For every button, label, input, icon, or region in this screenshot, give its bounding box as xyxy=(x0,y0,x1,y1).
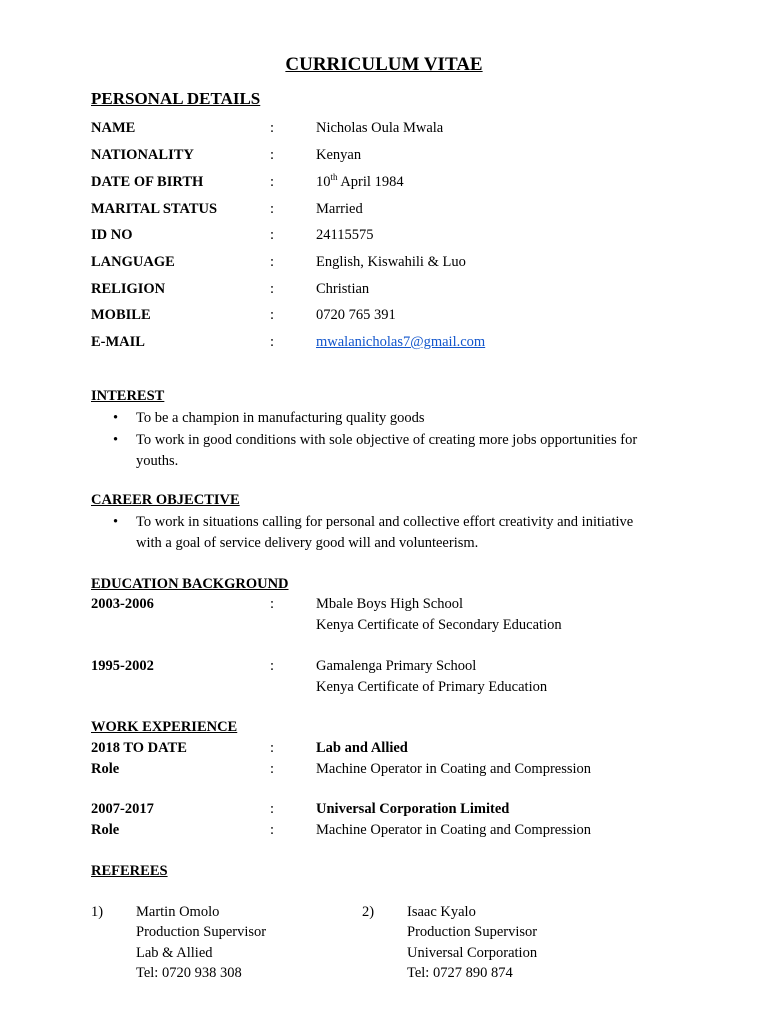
career-item-continuation: with a goal of service delivery good will and volunteerism. xyxy=(136,535,479,551)
email-colon: : xyxy=(270,334,275,350)
interest-item: To be a champion in manufacturing quality goods xyxy=(136,410,425,426)
work-employer: Lab and Allied xyxy=(316,740,408,756)
nationality-value: Kenyan xyxy=(316,147,362,163)
referee-name: Isaac Kyalo xyxy=(407,904,476,920)
referee-company: Universal Corporation xyxy=(407,945,538,961)
dob-value xyxy=(316,174,404,191)
education-school: Gamalenga Primary School xyxy=(316,658,477,674)
id-label: ID NO xyxy=(91,227,133,243)
dob-ordinal: th xyxy=(330,172,338,183)
career-item: To work in situations calling for personal and collective effort creativity and initiative xyxy=(136,514,634,530)
mobile-colon: : xyxy=(270,307,275,323)
email-link[interactable]: mwalanicholas7@gmail.com xyxy=(316,334,486,350)
education-colon: : xyxy=(270,658,275,674)
nationality-colon: : xyxy=(270,147,275,163)
work-employer: Universal Corporation Limited xyxy=(316,801,510,817)
language-colon: : xyxy=(270,254,275,270)
education-certificate: Kenya Certificate of Secondary Education xyxy=(316,617,562,633)
personal-details-heading: PERSONAL DETAILS xyxy=(91,89,261,108)
career-objective-heading: CAREER OBJECTIVE xyxy=(91,492,240,508)
referees-heading: REFEREES xyxy=(91,863,168,879)
dob-label: DATE OF BIRTH xyxy=(91,174,204,190)
referee-phone: Tel: 0727 890 874 xyxy=(407,965,513,981)
referee-title: Production Supervisor xyxy=(407,924,538,940)
religion-value: Christian xyxy=(316,281,370,297)
bullet-icon: • xyxy=(113,410,119,426)
role-label: Role xyxy=(91,761,120,777)
name-colon: : xyxy=(270,120,275,136)
education-school: Mbale Boys High School xyxy=(316,596,464,612)
work-colon: : xyxy=(270,740,275,756)
email-label: E-MAIL xyxy=(91,334,145,350)
religion-colon: : xyxy=(270,281,275,297)
interest-item: To work in good conditions with sole objective of creating more jobs opportunities for xyxy=(136,432,638,448)
dob-colon: : xyxy=(270,174,275,190)
work-role: Machine Operator in Coating and Compression xyxy=(316,761,592,777)
role-colon: : xyxy=(270,761,275,777)
dob-day: 10 xyxy=(316,174,331,190)
marital-label: MARITAL STATUS xyxy=(91,201,218,217)
role-label: Role xyxy=(91,822,120,838)
nationality-label: NATIONALITY xyxy=(91,147,194,163)
role-colon: : xyxy=(270,822,275,838)
language-value: English, Kiswahili & Luo xyxy=(316,254,466,270)
referee-phone: Tel: 0720 938 308 xyxy=(136,965,242,981)
education-heading: EDUCATION BACKGROUND xyxy=(91,576,289,592)
education-years: 1995-2002 xyxy=(91,658,154,674)
referee-title: Production Supervisor xyxy=(136,924,267,940)
bullet-icon: • xyxy=(113,432,119,448)
interest-item-continuation: youths. xyxy=(136,453,179,469)
marital-value: Married xyxy=(316,201,363,217)
bullet-icon: • xyxy=(113,514,119,530)
work-role: Machine Operator in Coating and Compression xyxy=(316,822,592,838)
education-certificate: Kenya Certificate of Primary Education xyxy=(316,679,548,695)
work-period: 2018 TO DATE xyxy=(91,740,187,756)
work-period: 2007-2017 xyxy=(91,801,154,817)
document-title: CURRICULUM VITAE xyxy=(285,54,483,75)
referee-number: 2) xyxy=(362,904,375,920)
education-years: 2003-2006 xyxy=(91,596,154,612)
interest-heading: INTEREST xyxy=(91,388,165,404)
religion-label: RELIGION xyxy=(91,281,166,297)
dob-rest: April 1984 xyxy=(337,174,404,190)
referee-company: Lab & Allied xyxy=(136,945,213,961)
referee-name: Martin Omolo xyxy=(136,904,220,920)
name-label: NAME xyxy=(91,120,136,136)
marital-colon: : xyxy=(270,201,275,217)
language-label: LANGUAGE xyxy=(91,254,175,270)
mobile-value: 0720 765 391 xyxy=(316,307,396,323)
id-value: 24115575 xyxy=(316,227,374,243)
referee-number: 1) xyxy=(91,904,104,920)
id-colon: : xyxy=(270,227,275,243)
education-colon: : xyxy=(270,596,275,612)
work-experience-heading: WORK EXPERIENCE xyxy=(91,719,238,735)
mobile-label: MOBILE xyxy=(91,307,151,323)
work-colon: : xyxy=(270,801,275,817)
name-value: Nicholas Oula Mwala xyxy=(316,120,444,136)
